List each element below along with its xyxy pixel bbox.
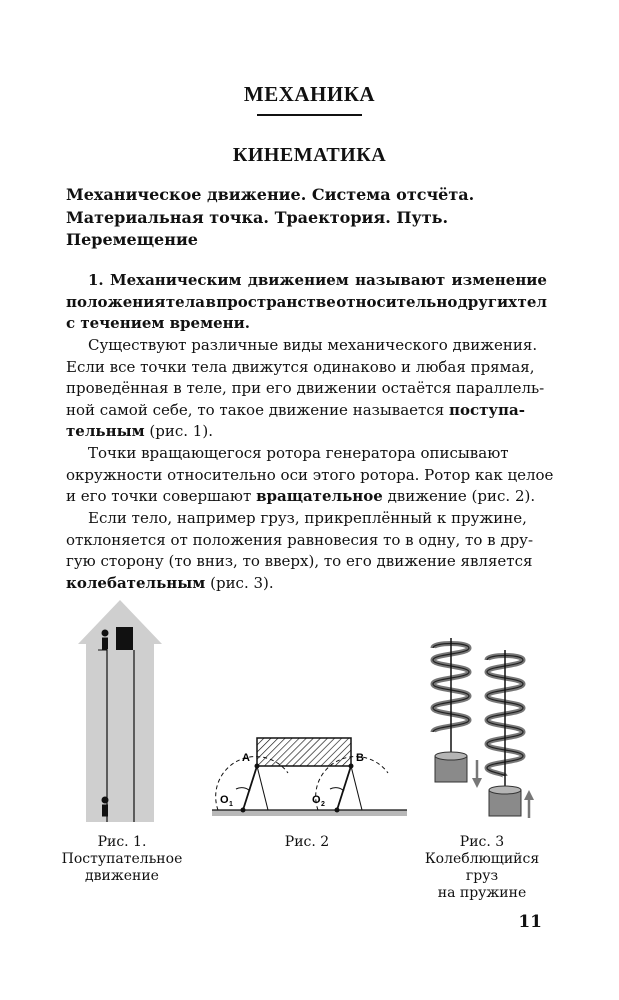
text-line	[66, 486, 547, 508]
page-number: 11	[518, 912, 542, 932]
figure-3-caption	[418, 834, 546, 902]
pivot-o1	[241, 808, 246, 813]
label-o1: O	[220, 794, 229, 806]
caption-line: Рис. 3	[459, 834, 505, 850]
figure-1-caption	[60, 834, 184, 885]
caption-line: груз	[465, 868, 499, 884]
paragraph-oscillatory	[66, 508, 547, 594]
label-o2-subscript: 2	[321, 801, 325, 808]
definition-line: 1. Механическим движением называют изменение	[88, 271, 547, 289]
definition-line: положения тела в пространстве относительно других тел	[66, 292, 547, 311]
term-translational-end: тельным	[66, 422, 145, 440]
text-line: проведённая в теле, при его движении остаётся параллель-	[66, 379, 545, 397]
section-heading	[66, 184, 546, 252]
label-b: B	[356, 752, 364, 764]
text-line: Если все точки тела движутся одинаково и любая прямая,	[66, 357, 535, 376]
term-translational: поступа-	[448, 400, 525, 419]
weight-right	[489, 786, 521, 816]
title-underline	[257, 114, 362, 116]
text-span: и его точки совершают	[66, 487, 252, 505]
caption-line: Колеблющийся	[424, 851, 540, 867]
definition-line: с течением времени.	[66, 314, 250, 332]
joint-b	[349, 764, 354, 769]
lever-b-ghost	[351, 766, 362, 810]
person-bottom-icon	[102, 797, 109, 817]
figure-2-caption	[262, 834, 352, 851]
label-a: A	[242, 752, 250, 764]
elevator-cabin	[116, 627, 133, 650]
figure-3-spring-illustration	[425, 638, 535, 828]
text-span: (рис. 1).	[149, 422, 213, 440]
text-line: отклоняется от положения равновесия то в одну, то в дру-	[66, 530, 534, 549]
term-oscillatory: колебательным	[66, 573, 206, 592]
text-line: Точки вращающегося ротора генератора описывают	[88, 444, 509, 462]
weight-left	[435, 752, 467, 782]
caption-line: на пружине	[437, 885, 527, 901]
paragraph-rotational	[66, 443, 554, 508]
text-line	[66, 421, 547, 443]
text-line: окружности относительно оси этого ротора. Ротор как целое	[66, 465, 554, 484]
figure-1-elevator-illustration	[78, 600, 163, 825]
text-line: Если тело, например груз, прикреплённый к пружине,	[88, 509, 527, 527]
text-line	[66, 573, 547, 595]
caption-line: Поступательное	[61, 851, 183, 867]
text-span: ной самой себе, то такое движение называется	[66, 400, 445, 419]
text-line	[66, 400, 547, 422]
figure-2-linkage-illustration	[210, 735, 410, 827]
text-line: гую сторону (то вниз, то вверх), то его движение является	[66, 552, 533, 570]
label-o1-subscript: 1	[229, 801, 233, 808]
section-heading-line: Материальная точка. Траектория. Путь.	[66, 207, 449, 227]
definition-paragraph	[66, 270, 547, 335]
caption-line: Рис. 2	[284, 834, 330, 850]
up-arrow-icon	[524, 790, 534, 818]
down-arrow-icon	[472, 760, 482, 788]
rotation-arrow-2	[330, 788, 344, 791]
chapter-subtitle: КИНЕМАТИКА	[232, 144, 387, 166]
text-span: (рис. 3).	[210, 573, 274, 592]
label-o2: O	[312, 794, 321, 806]
caption-line: движение	[85, 868, 159, 884]
joint-a	[255, 764, 260, 769]
term-rotational: вращательное	[256, 487, 383, 505]
text-span: движение (рис. 2).	[387, 487, 536, 505]
section-heading-line: Перемещение	[66, 230, 198, 249]
caption-line: Рис. 1.	[97, 834, 147, 850]
section-heading-line: Механическое движение. Система отсчёта.	[66, 185, 475, 204]
pivot-o2	[335, 808, 340, 813]
lever-a-ghost	[257, 766, 268, 810]
text-line: Существуют различные виды механического движения.	[88, 336, 538, 354]
rotation-arrow-1	[236, 788, 250, 791]
paragraph-translational	[66, 335, 547, 443]
chapter-title: МЕХАНИКА	[243, 82, 376, 106]
person-top-icon	[102, 630, 109, 650]
